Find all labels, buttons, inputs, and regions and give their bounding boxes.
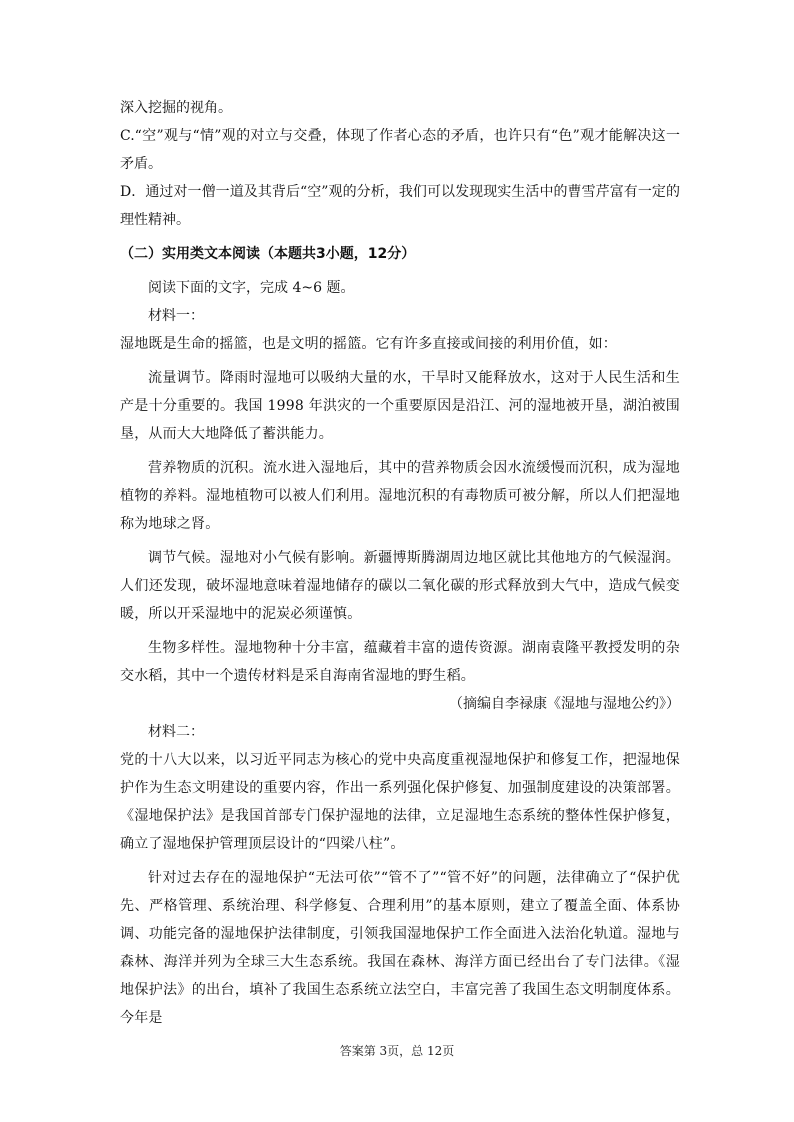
material-2-paragraph: 党的十八大以来，以习近平同志为核心的党中央高度重视湿地保护和修复工作，把湿地保护作为生态文明建设的重要内容，作出一系列强化保护修复、加强制度建设的决策部署。《湿地保护法》是我国首部专门保护湿地的法律，立足湿地生态系统的整体性保护修复，确立了湿地保护管理顶层设计的“四梁八柱”。: [120, 752, 680, 852]
material-2-label: 材料二：: [148, 724, 204, 740]
material-2-paragraph: 针对过去存在的湿地保护“无法可依”“管不了”“管不好”的问题，法律确立了“保护优先、严格管理、系统治理、科学修复、合理利用”的基本原则，建立了覆盖全面、体系协调、功能完备的湿地保护法律制度，引领我国湿地保护工作全面进入法治化轨道。湿地与森林、海洋并列为全球三大生态系统。我国在森林、海洋方面已经出台了专门法律。《湿地保护法》的出台，填补了我国生态系统立法空白，丰富完善了我国生态文明制度体系。今年是: [120, 870, 680, 1026]
material-1-paragraph: 湿地既是生命的摇篮，也是文明的摇篮。它有许多直接或间接的利用价值，如：: [120, 336, 617, 352]
option-c: C.“空”观与“情”观的对立与交叠，体现了作者心态的矛盾，也许只有“色”观才能解决这一矛盾。: [120, 128, 680, 172]
material-1-paragraph: 调节气候。湿地对小气候有影响。新疆博斯腾湖周边地区就比其他地方的气候湿润。人们还发现，破坏湿地意味着湿地储存的碳以二氧化碳的形式释放到大气中，造成气候变暖，所以开采湿地中的泥炭必须谨慎。: [120, 550, 680, 622]
page-footer: 答案第 3页，总 12页: [339, 1044, 455, 1058]
material-1-paragraph: 流量调节。降雨时湿地可以吸纳大量的水，干旱时又能释放水，这对于人民生活和生产是十分重要的。我国 1998 年洪灾的一个重要原因是沿江、河的湿地被开垦，湖泊被围垦，从而大大地降低了蓄洪能力。: [120, 370, 680, 442]
material-1-label: 材料一：: [148, 308, 204, 324]
material-1-source: （摘编自李禄康《湿地与湿地公约》）: [449, 696, 680, 712]
material-1-paragraph: 生物多样性。湿地物种十分丰富，蕴藏着丰富的遗传资源。湖南袁隆平教授发明的杂交水稻，其中一个遗传材料是采自海南省湿地的野生稻。: [120, 640, 680, 684]
section-heading: （二）实用类文本阅读（本题共3小题，12分）: [120, 246, 416, 262]
material-1-paragraph: 营养物质的沉积。流水进入湿地后，其中的营养物质会因水流缓慢而沉积，成为湿地植物的养料。湿地植物可以被人们利用。湿地沉积的有毒物质可被分解，所以人们把湿地称为地球之肾。: [120, 460, 680, 532]
option-b-continuation: 深入挖掘的视角。: [120, 100, 232, 116]
instruction-text: 阅读下面的文字，完成 4~6 题。: [148, 280, 355, 296]
option-d: D．通过对一僧一道及其背后“空”观的分析，我们可以发现现实生活中的曹雪芹富有一定的理性精神。: [120, 184, 680, 228]
document-page: [120, 94, 680, 1032]
